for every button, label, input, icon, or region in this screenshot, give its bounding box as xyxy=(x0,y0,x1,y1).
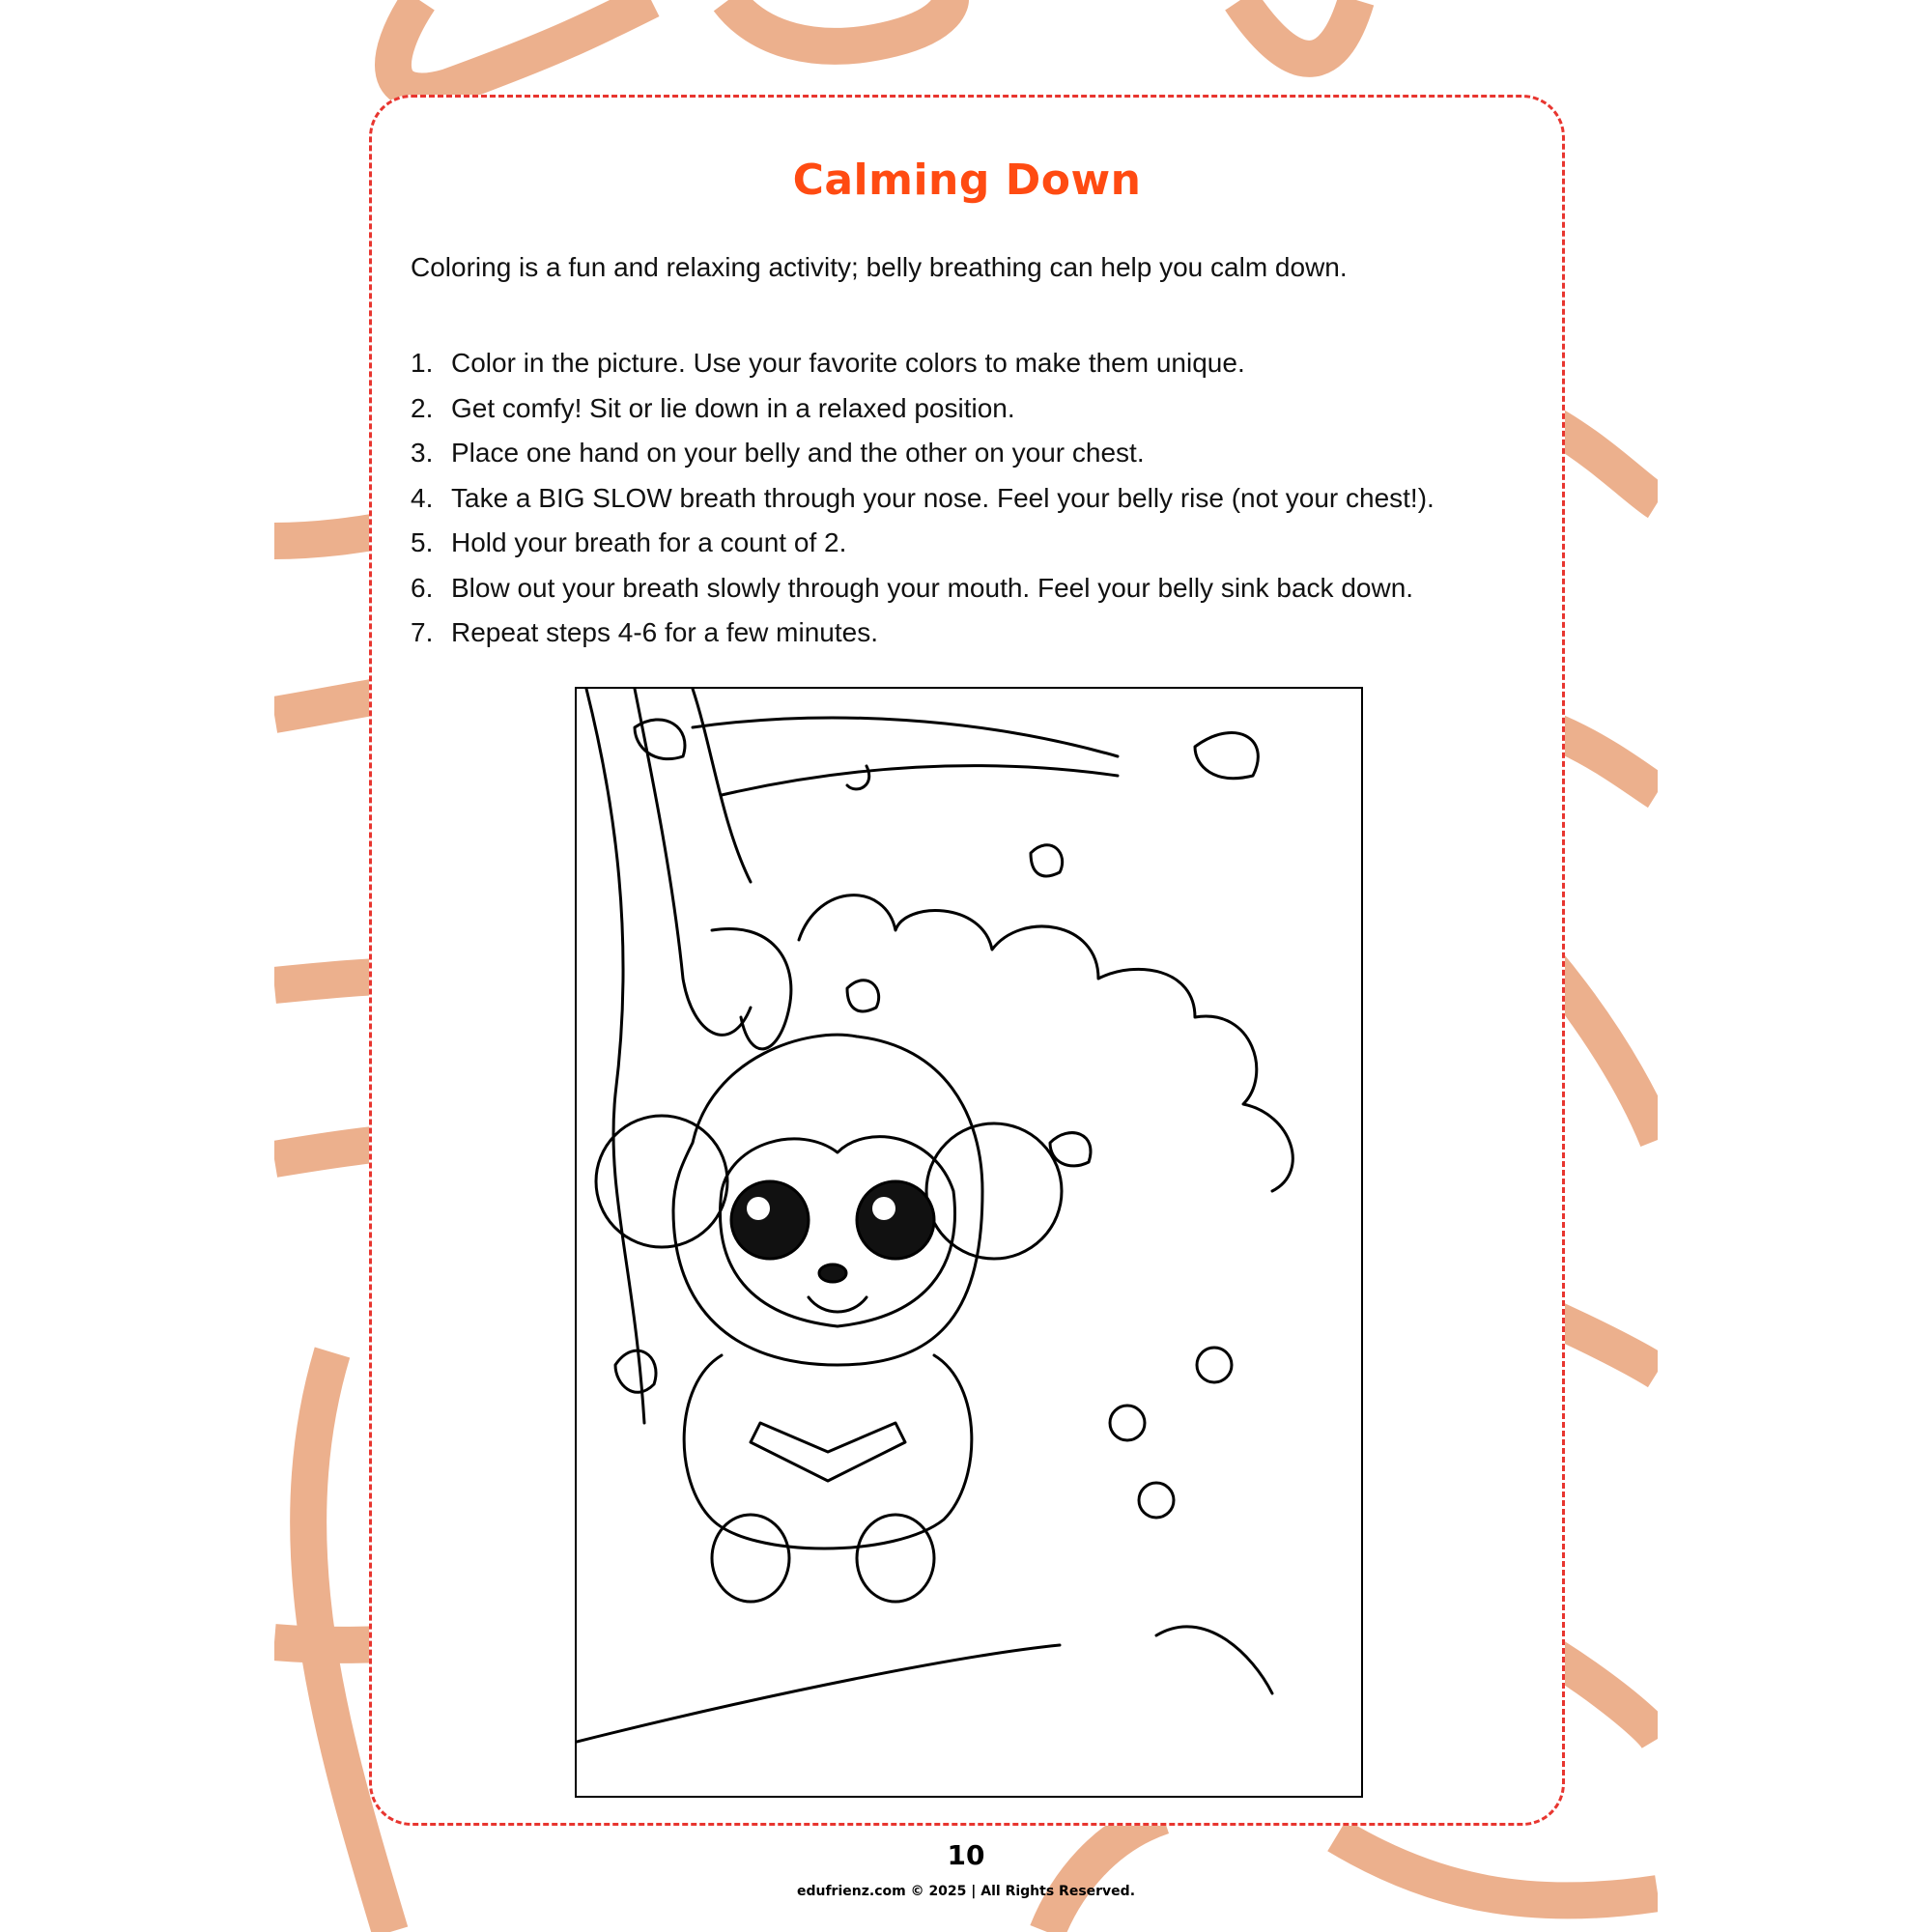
step-number: 1. xyxy=(411,348,434,378)
step-number: 5. xyxy=(411,527,434,557)
footer-copyright: edufrienz.com © 2025 | All Rights Reserved. xyxy=(796,1884,1136,1899)
step-text: Get comfy! Sit or lie down in a relaxed position. xyxy=(451,392,1015,423)
step-text: Color in the picture. Use your favorite colors to make them unique. xyxy=(451,348,1245,378)
steps-list xyxy=(411,341,1541,656)
list-item xyxy=(411,476,1541,522)
step-number: 2. xyxy=(411,392,434,423)
coloring-picture-frame xyxy=(575,687,1363,1798)
list-item xyxy=(411,521,1541,566)
worksheet-page xyxy=(274,0,1658,1932)
page-number: 10 xyxy=(947,1839,985,1871)
step-number: 6. xyxy=(411,572,434,603)
intro-text: Coloring is a fun and relaxing activity; belly breathing can help you calm down. xyxy=(411,252,1348,282)
list-item xyxy=(411,431,1541,476)
list-item xyxy=(411,341,1541,386)
page-title: Calming Down xyxy=(792,156,1142,205)
list-item xyxy=(411,386,1541,432)
step-number: 7. xyxy=(411,617,434,647)
step-text: Blow out your breath slowly through your mouth. Feel your belly sink back down. xyxy=(451,572,1414,603)
monkey-reading-coloring-icon xyxy=(577,689,1361,1796)
list-item xyxy=(411,611,1541,656)
step-text: Repeat steps 4-6 for a few minutes. xyxy=(451,617,878,647)
step-number: 3. xyxy=(411,438,434,468)
step-number: 4. xyxy=(411,482,434,513)
step-text: Hold your breath for a count of 2. xyxy=(451,527,847,557)
list-item xyxy=(411,566,1541,611)
step-text: Place one hand on your belly and the other on your chest. xyxy=(451,438,1145,468)
step-text: Take a BIG SLOW breath through your nose. Feel your belly rise (not your chest!). xyxy=(451,482,1435,513)
instruction-card xyxy=(369,95,1565,1826)
